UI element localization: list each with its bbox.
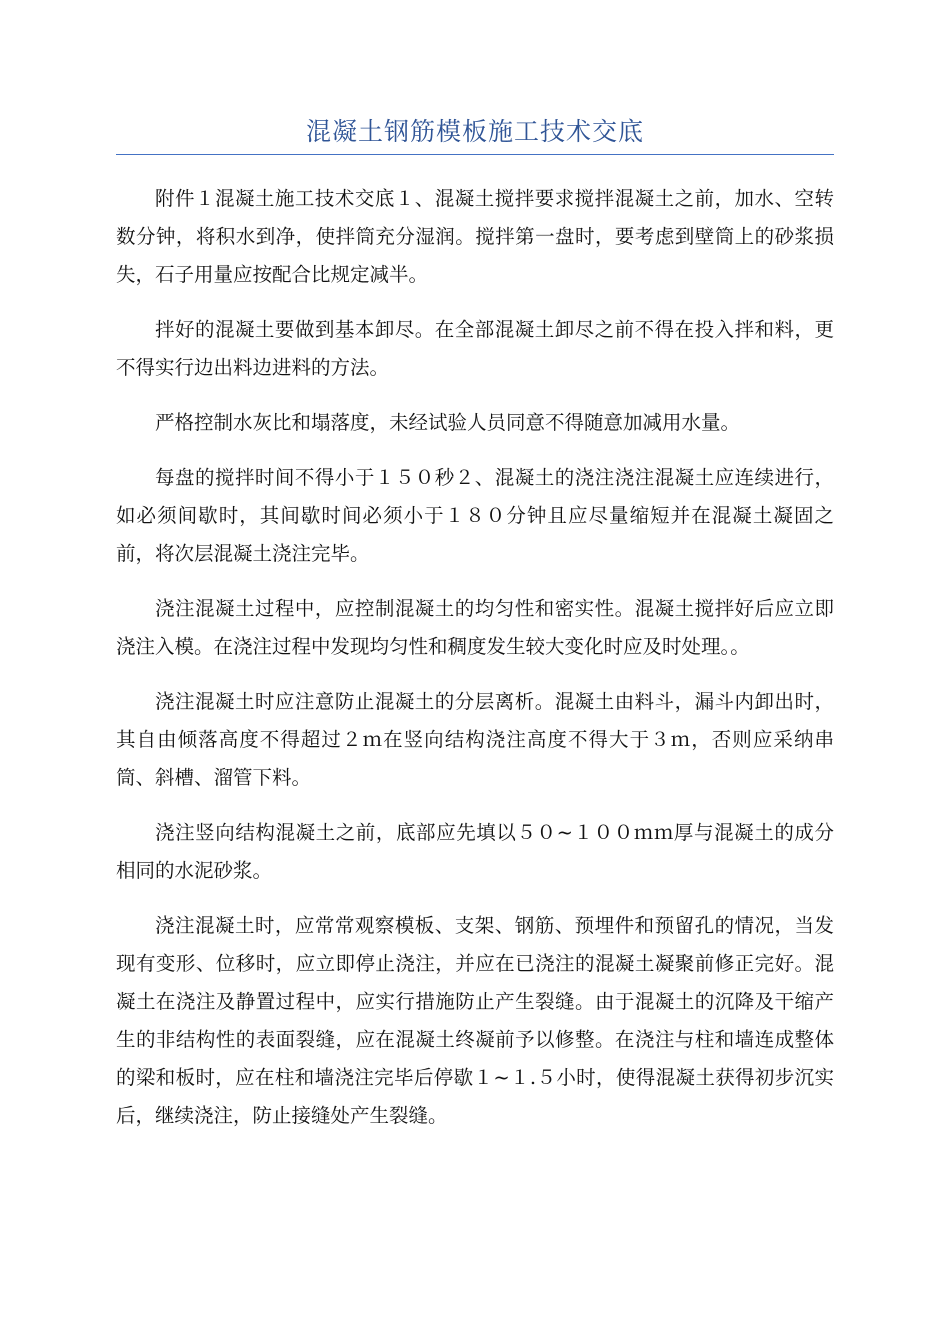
paragraph-5: 浇注混凝土过程中，应控制混凝土的均匀性和密实性。混凝土搅拌好后应立即浇注入模。在浇注过程中发现均匀性和稠度发生较大变化时应及时处理。。: [116, 597, 834, 658]
document-body: [116, 180, 834, 1152]
title-underline: [116, 154, 834, 155]
paragraph-4: 每盘的搅拌时间不得小于１５０秒２、混凝土的浇注浇注混凝土应连续进行，如必须间歇时，其间歇时间必须小于１８０分钟且应尽量缩短并在混凝土凝固之前，将次层混凝土浇注完毕。: [116, 466, 834, 565]
paragraph-3: 严格控制水灰比和塌落度，未经试验人员同意不得随意加减用水量。: [155, 411, 741, 434]
paragraph-7: 浇注竖向结构混凝土之前，底部应先填以５０~１００ｍｍ厚与混凝土的成分相同的水泥砂浆。: [116, 821, 834, 882]
paragraph-2: 拌好的混凝土要做到基本卸尽。在全部混凝土卸尽之前不得在投入拌和料，更不得实行边出料边进料的方法。: [116, 318, 834, 379]
document-title: 混凝土钢筋模板施工技术交底: [305, 117, 644, 146]
paragraph-1: 附件１混凝土施工技术交底１、混凝土搅拌要求搅拌混凝土之前，加水、空转数分钟，将积水到净，使拌筒充分湿润。搅拌第一盘时，要考虑到壁筒上的砂浆损失，石子用量应按配合比规定减半。: [116, 187, 834, 286]
paragraph-8: 浇注混凝土时，应常常观察模板、支架、钢筋、预埋件和预留孔的情况，当发现有变形、位移时，应立即停止浇注，并应在已浇注的混凝土凝聚前修正完好。混凝土在浇注及静置过程中，应实行措施防止产生裂缝。由于混凝土的沉降及干缩产生的非结构性的表面裂缝，应在混凝土终凝前予以修整。在浇注与柱和墙连成整体的梁和板时，应在柱和墙浇注完毕后停歇１~１.５小时，使得混凝土获得初步沉实后，继续浇注，防止接缝处产生裂缝。: [116, 914, 834, 1127]
paragraph-6: 浇注混凝土时应注意防止混凝土的分层离析。混凝土由料斗，漏斗内卸出时，其自由倾落高度不得超过２ｍ在竖向结构浇注高度不得大于３ｍ，否则应采纳串筒、斜槽、溜管下料。: [116, 690, 834, 789]
